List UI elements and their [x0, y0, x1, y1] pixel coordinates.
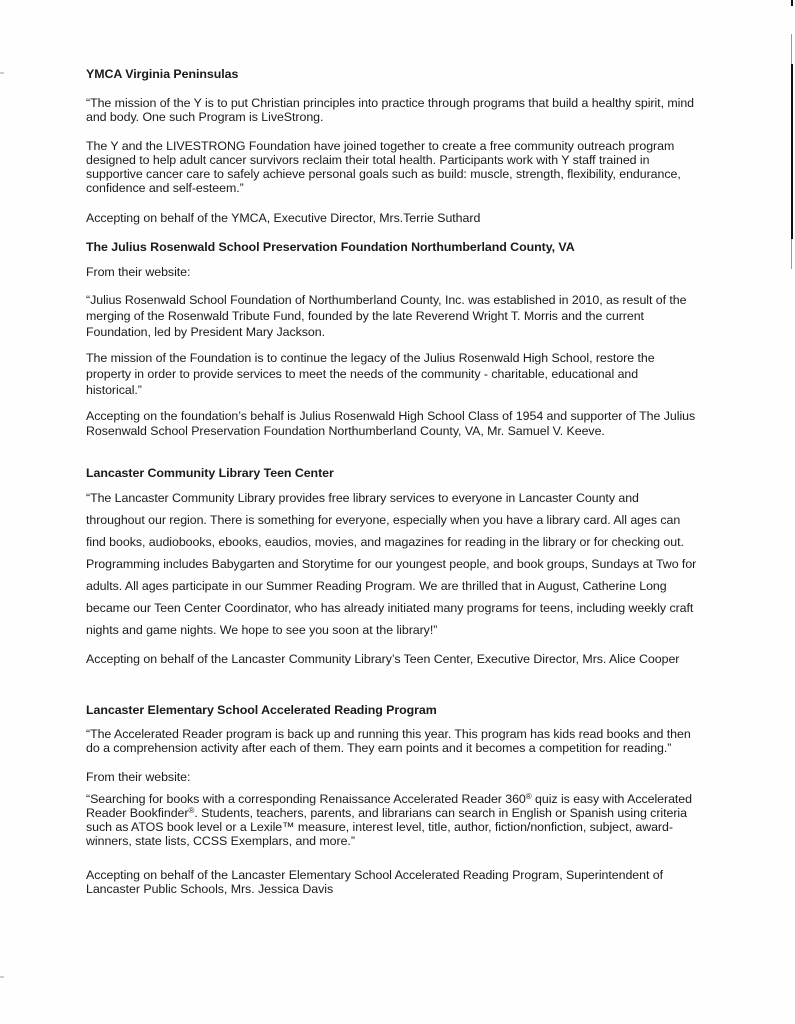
paragraph-line: such as ATOS book level or a Lexile™ measure, interest level, title, author, fiction/nonfiction, subject, award-: [86, 820, 673, 834]
scan-edge-mark: [791, 0, 793, 6]
section-heading-elementary: Lancaster Elementary School Accelerated Reading Program: [86, 703, 437, 717]
paragraph-line: property in order to provide services to meet the needs of the community - charitable, educational and: [86, 367, 639, 381]
paragraph-line: Programming includes Babygarten and Storytime for our youngest people, and book groups, Sundays at Two for: [86, 557, 697, 571]
acceptance-line: Accepting on behalf of the Lancaster Elementary School Accelerated Reading Program, Superintendent of: [86, 868, 663, 882]
acceptance-line: Accepting on the foundation’s behalf is Julius Rosenwald High School Class of 1954 and supporter of The Julius: [86, 409, 696, 423]
paragraph-line: do a comprehension activity after each of them. They earn points and it becomes a competition for reading.”: [86, 741, 672, 755]
scan-edge-mark: [791, 34, 792, 64]
scan-edge-mark: [791, 239, 792, 269]
acceptance-line: Rosenwald School Preservation Foundation Northumberland County, VA, Mr. Samuel V. Keeve.: [86, 424, 605, 438]
paragraph-line: and body. One such Program is LiveStrong.: [86, 110, 324, 124]
registered-mark: ®: [188, 806, 195, 815]
text-run: quiz is easy with Accelerated: [531, 792, 692, 806]
scan-edge-mark: [791, 64, 793, 239]
paragraph-line: From their website:: [86, 265, 191, 279]
paragraph-line: winners, state lists, CCSS Exemplars, and more.”: [86, 834, 355, 848]
section-heading-ymca: YMCA Virginia Peninsulas: [86, 67, 239, 81]
scan-speck: [0, 72, 4, 74]
paragraph-line: Foundation, led by President Mary Jackson.: [86, 325, 325, 339]
paragraph-line: historical.”: [86, 383, 142, 397]
section-heading-rosenwald: The Julius Rosenwald School Preservation Foundation Northumberland County, VA: [86, 240, 575, 254]
paragraph-line: nights and game nights. We hope to see you soon at the library!”: [86, 623, 438, 637]
paragraph-line: The Y and the LIVESTRONG Foundation have joined together to create a free community outreach program: [86, 139, 675, 153]
paragraph-line: find books, audiobooks, ebooks, eaudios, movies, and magazines for reading in the library or for checking out.: [86, 535, 684, 549]
acceptance-line: Accepting on behalf of the YMCA, Executive Director, Mrs.Terrie Suthard: [86, 211, 481, 225]
paragraph-line: From their website:: [86, 770, 191, 784]
acceptance-line: Accepting on behalf of the Lancaster Community Library’s Teen Center, Executive Director, Mrs. Alice Cooper: [86, 652, 680, 666]
paragraph-line: merging of the Rosenwald Tribute Fund, founded by the late Reverend Wright T. Morris and the current: [86, 309, 644, 323]
paragraph-line: “Julius Rosenwald School Foundation of Northumberland County, Inc. was established in 2010, as result of the: [86, 293, 687, 307]
paragraph-line: adults. All ages participate in our Summer Reading Program. We are thrilled that in August, Catherine Long: [86, 579, 667, 593]
paragraph-line: became our Teen Center Coordinator, who has already initiated many programs for teens, including weekly craft: [86, 601, 694, 615]
paragraph-line: The mission of the Foundation is to continue the legacy of the Julius Rosenwald High School, restore the: [86, 351, 655, 365]
paragraph-line: designed to help adult cancer survivors reclaim their total health. Participants work with Y staff trained in: [86, 153, 650, 167]
text-run: . Students, teachers, parents, and librarians can search in English or Spanish using criteria: [194, 806, 687, 820]
paragraph-line: “The mission of the Y is to put Christian principles into practice through programs that build a healthy spirit, mind: [86, 96, 695, 110]
registered-mark: ®: [525, 792, 532, 801]
paragraph-line: “The Accelerated Reader program is back up and running this year. This program has kids read books and then: [86, 727, 691, 741]
text-run: Reader Bookfinder: [86, 806, 189, 820]
text-run: “Searching for books with a corresponding Renaissance Accelerated Reader 360: [86, 792, 526, 806]
acceptance-line: Lancaster Public Schools, Mrs. Jessica Davis: [86, 882, 334, 896]
paragraph-line: confidence and self-esteem.”: [86, 181, 244, 195]
scan-speck: [0, 976, 4, 978]
paragraph-line: supportive cancer care to safely achieve personal goals such as build: muscle, strength, flexibility, endurance,: [86, 167, 681, 181]
paragraph-line: throughout our region. There is something for everyone, especially when you have a library card. All ages can: [86, 513, 681, 527]
paragraph-line: [86, 792, 692, 807]
section-heading-library: Lancaster Community Library Teen Center: [86, 466, 334, 480]
paragraph-line: [86, 806, 687, 821]
paragraph-line: “The Lancaster Community Library provides free library services to everyone in Lancaster County and: [86, 491, 639, 505]
